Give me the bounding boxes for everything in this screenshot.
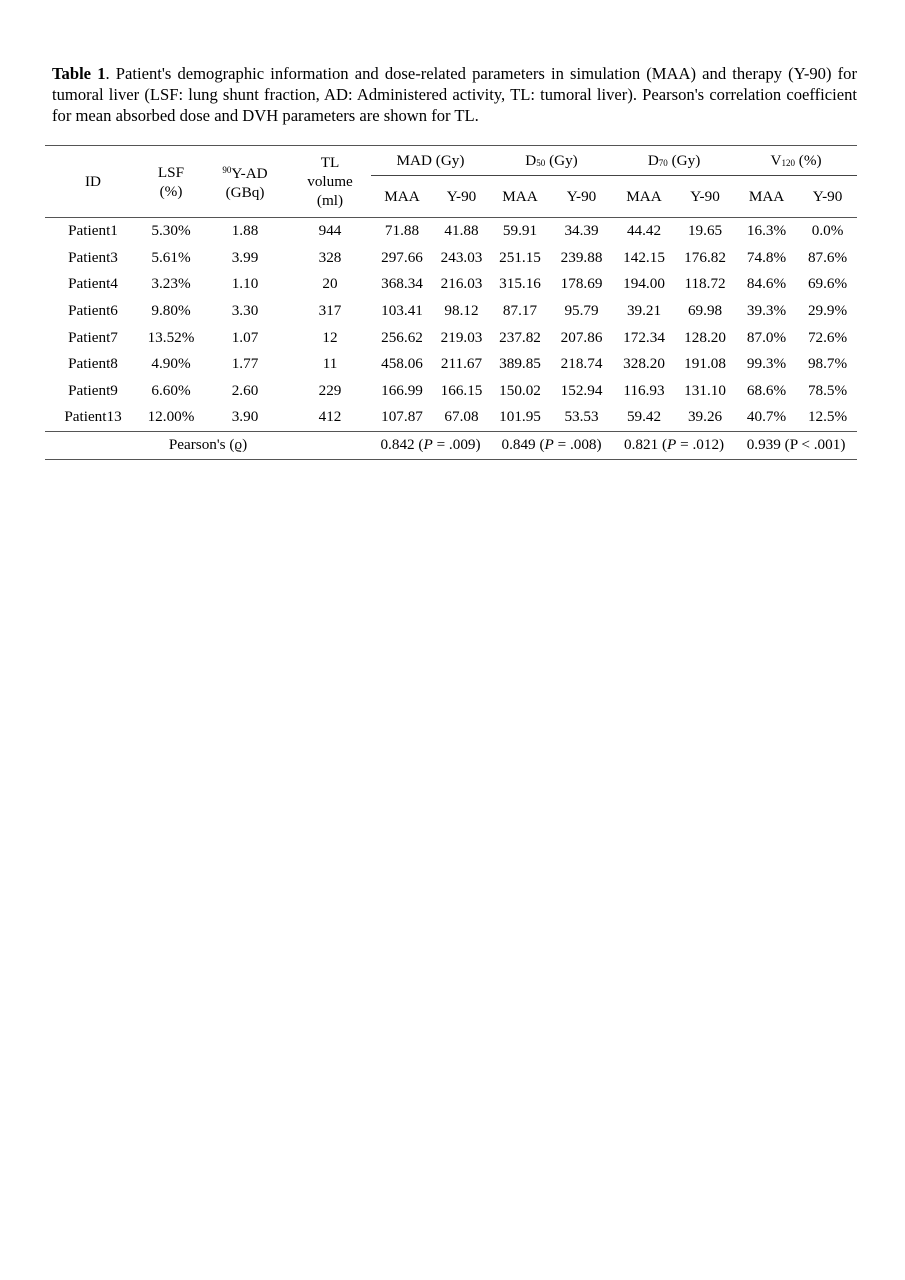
col-group-d70: $D_{70}$ (Gy) [613, 146, 735, 176]
cell-yad: 1.88 [231, 222, 259, 240]
subheader-d50-y90: Y-90 [550, 176, 613, 218]
col-group-d50: $D_{50}$ (Gy) [490, 146, 613, 176]
caption-label: Table 1 [52, 64, 106, 83]
cell-mad-y90: 211.67 [440, 355, 483, 373]
cell-d70-maa: 194.00 [623, 275, 665, 293]
cell-d70-y90: 131.10 [684, 381, 726, 399]
cell-d50-maa: 59.91 [502, 222, 538, 240]
pearson-d70: 0.821 (P = .012) [613, 431, 735, 459]
cell-v120-y90: 12.5% [807, 408, 848, 426]
cell-lsf: 9.80% [151, 302, 191, 320]
cell-id: Patient7 [68, 328, 118, 346]
cell-d70-maa: 44.42 [626, 222, 662, 240]
col-header-yad: $^{90}$Y-AD (GBq) [201, 146, 289, 218]
cell-lsf: 5.30% [151, 222, 191, 240]
table-row [45, 324, 857, 351]
caption-text: . Patient's demographic information and dose-related parameters in simulation (MAA) and therapy (Y-90) for tumoral liver (LSF: lung shunt fraction, AD: Administered activity, TL: tumoral liver). Pearson's correlation coefficient for mean absorbed dose and DVH parameters are shown for TL. [52, 64, 857, 125]
cell-d70-maa: 142.15 [623, 248, 665, 266]
cell-d50-y90: 34.39 [564, 222, 599, 240]
cell-mad-maa: 458.06 [381, 355, 423, 373]
cell-v120-y90: 98.7% [807, 355, 848, 373]
cell-yad: 3.30 [231, 302, 259, 320]
cell-mad-y90: 67.08 [444, 408, 479, 426]
cell-d70-maa: 59.42 [626, 408, 662, 426]
cell-tl: 412 [318, 408, 342, 426]
cell-v120-y90: 69.6% [807, 275, 848, 293]
col-group-v120: $V_{120}$ (%) [735, 146, 857, 176]
cell-v120-maa: 87.0% [746, 328, 787, 346]
cell-v120-maa: 40.7% [746, 408, 787, 426]
cell-v120-y90: 29.9% [807, 302, 848, 320]
cell-yad: 1.07 [231, 328, 259, 346]
cell-d50-y90: 152.94 [560, 381, 603, 399]
cell-d50-y90: 178.69 [560, 275, 603, 293]
cell-yad: 1.77 [231, 355, 259, 373]
cell-mad-y90: 41.88 [444, 222, 479, 240]
cell-d70-y90: 69.98 [687, 302, 723, 320]
cell-v120-maa: 84.6% [746, 275, 787, 293]
cell-id: Patient13 [64, 408, 122, 426]
subheader-d50-maa: MAA [490, 176, 550, 218]
cell-v120-y90: 72.6% [807, 328, 848, 346]
cell-tl: 317 [318, 302, 342, 320]
cell-d50-y90: 239.88 [560, 248, 603, 266]
cell-mad-maa: 166.99 [381, 381, 423, 399]
pearson-v120: 0.939 (P < .001) [735, 431, 857, 459]
table-caption [52, 63, 857, 126]
cell-v120-y90: 78.5% [807, 381, 848, 399]
table-row [45, 404, 857, 431]
cell-d50-maa: 150.02 [499, 381, 541, 399]
cell-v120-y90: 0.0% [811, 222, 844, 240]
col-header-lsf: LSF (%) [141, 146, 201, 218]
cell-lsf: 12.00% [147, 408, 195, 426]
cell-d50-maa: 389.85 [499, 355, 541, 373]
cell-v120-maa: 16.3% [746, 222, 787, 240]
cell-yad: 3.90 [231, 408, 259, 426]
cell-d50-y90: 218.74 [560, 355, 603, 373]
cell-id: Patient8 [68, 355, 118, 373]
cell-tl: 12 [322, 328, 338, 346]
pearson-d50: 0.849 (P = .008) [490, 431, 613, 459]
subheader-mad-y90: Y-90 [433, 176, 490, 218]
cell-v120-maa: 74.8% [746, 248, 787, 266]
cell-lsf: 3.23% [151, 275, 191, 293]
header-row-top [45, 146, 857, 176]
cell-mad-y90: 219.03 [440, 328, 483, 346]
table-body [45, 218, 857, 460]
col-header-tl-volume: TL volume (ml) [289, 146, 371, 218]
cell-yad: 2.60 [231, 381, 259, 399]
cell-mad-y90: 98.12 [444, 302, 479, 320]
cell-tl: 11 [322, 355, 338, 373]
pearson-row [45, 431, 857, 459]
cell-d70-maa: 116.93 [623, 381, 665, 399]
cell-id: Patient3 [68, 248, 118, 266]
cell-lsf: 4.90% [151, 355, 191, 373]
cell-tl: 944 [318, 222, 342, 240]
col-group-mad: MAD (Gy) [371, 146, 490, 176]
cell-lsf: 5.61% [151, 248, 191, 266]
cell-id: Patient9 [68, 381, 118, 399]
cell-tl: 20 [322, 275, 338, 293]
cell-mad-maa: 297.66 [381, 248, 423, 266]
cell-mad-maa: 256.62 [381, 328, 423, 346]
table-row [45, 378, 857, 405]
subheader-mad-maa: MAA [371, 176, 433, 218]
cell-tl: 328 [318, 248, 342, 266]
cell-d70-maa: 328.20 [623, 355, 665, 373]
table-row [45, 351, 857, 378]
col-header-id: ID [45, 146, 141, 218]
cell-mad-maa: 107.87 [381, 408, 423, 426]
cell-yad: 3.99 [231, 248, 259, 266]
cell-d70-y90: 19.65 [687, 222, 723, 240]
cell-mad-maa: 71.88 [384, 222, 420, 240]
subheader-d70-maa: MAA [613, 176, 675, 218]
cell-d50-y90: 95.79 [564, 302, 599, 320]
cell-id: Patient1 [68, 222, 118, 240]
cell-mad-maa: 368.34 [381, 275, 423, 293]
cell-d50-maa: 251.15 [499, 248, 541, 266]
table-row [45, 271, 857, 298]
cell-tl: 229 [318, 381, 342, 399]
subheader-v120-maa: MAA [735, 176, 798, 218]
cell-d50-maa: 87.17 [502, 302, 538, 320]
cell-v120-maa: 68.6% [746, 381, 787, 399]
table-row [45, 298, 857, 325]
cell-d70-y90: 128.20 [684, 328, 726, 346]
cell-d70-y90: 176.82 [684, 248, 726, 266]
pearson-mad: 0.842 (P = .009) [371, 431, 490, 459]
cell-lsf: 13.52% [147, 328, 195, 346]
pearson-label: Pearson's (ϱ) [45, 431, 371, 459]
cell-mad-maa: 103.41 [381, 302, 423, 320]
cell-id: Patient6 [68, 302, 118, 320]
cell-d70-maa: 172.34 [623, 328, 665, 346]
cell-v120-maa: 99.3% [746, 355, 787, 373]
table-row [45, 218, 857, 245]
cell-v120-y90: 87.6% [807, 248, 848, 266]
cell-d70-y90: 118.72 [684, 275, 726, 293]
cell-yad: 1.10 [231, 275, 259, 293]
cell-d70-maa: 39.21 [626, 302, 662, 320]
cell-d70-y90: 191.08 [684, 355, 726, 373]
cell-v120-maa: 39.3% [746, 302, 787, 320]
subheader-v120-y90: Y-90 [798, 176, 857, 218]
cell-id: Patient4 [68, 275, 118, 293]
cell-d50-y90: 207.86 [560, 328, 603, 346]
cell-mad-y90: 243.03 [440, 248, 483, 266]
cell-d70-y90: 39.26 [687, 408, 723, 426]
cell-d50-maa: 101.95 [499, 408, 541, 426]
cell-mad-y90: 216.03 [440, 275, 483, 293]
cell-d50-maa: 237.82 [499, 328, 541, 346]
cell-d50-y90: 53.53 [564, 408, 599, 426]
cell-d50-maa: 315.16 [499, 275, 541, 293]
subheader-d70-y90: Y-90 [675, 176, 735, 218]
cell-lsf: 6.60% [151, 381, 191, 399]
cell-mad-y90: 166.15 [440, 381, 483, 399]
results-table [45, 145, 857, 460]
table-row [45, 245, 857, 272]
